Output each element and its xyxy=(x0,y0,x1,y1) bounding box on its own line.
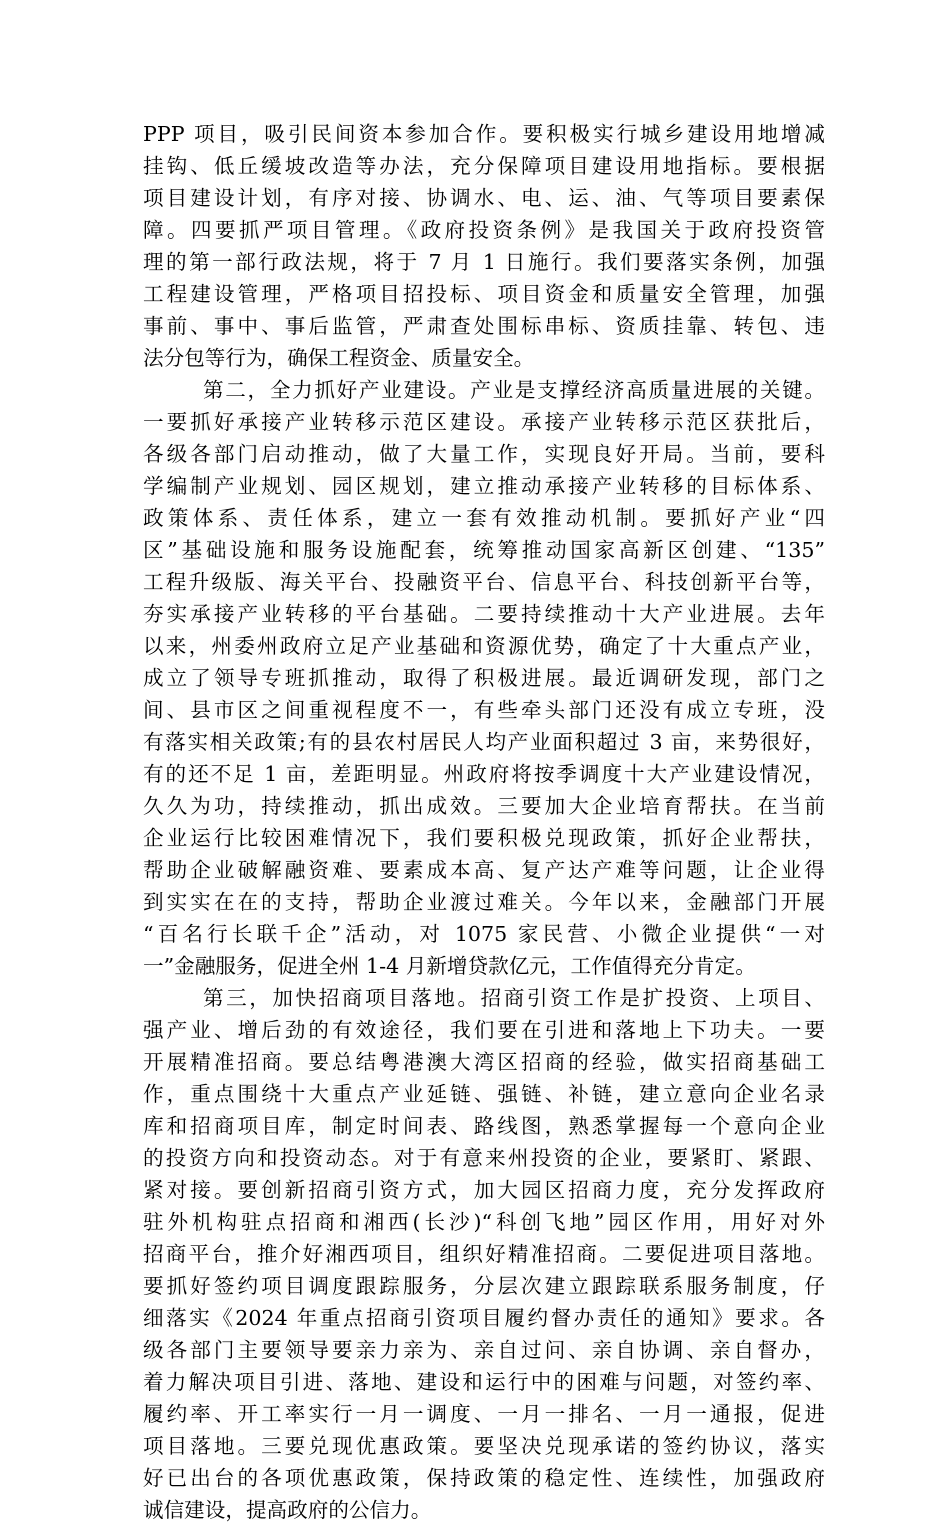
paragraph-line: 要抓好签约项目调度跟踪服务，分层次建立跟踪联系服务制度，仔 xyxy=(143,1274,825,1298)
paragraph-line: 法分包等行为，确保工程资金、质量安全。 xyxy=(143,346,535,370)
paragraph-line: 开展精准招商。要总结粤港澳大湾区招商的经验，做实招商基础工 xyxy=(143,1050,825,1074)
paragraph-line: 库和招商项目库，制定时间表、路线图，熟悉掌握每一个意向企业 xyxy=(143,1114,825,1138)
paragraph-line: 有落实相关政策;有的县农村居民人均产业面积超过 3 亩，来势很好， xyxy=(143,730,825,754)
paragraph-line: 工程升级版、海关平台、投融资平台、信息平台、科技创新平台等， xyxy=(143,570,825,594)
paragraph-line: 久久为功，持续推动，抓出成效。三要加大企业培育帮扶。在当前 xyxy=(143,794,825,818)
paragraph-line: 好已出台的各项优惠政策，保持政策的稳定性、连续性，加强政府 xyxy=(143,1466,825,1490)
paragraph-line: 招商平台，推介好湘西项目，组织好精准招商。二要促进项目落地。 xyxy=(143,1242,825,1266)
paragraph-line: PPP 项目，吸引民间资本参加合作。要积极实行城乡建设用地增减 xyxy=(143,122,825,146)
paragraph-line: 理的第一部行政法规，将于 7 月 1 日施行。我们要落实条例，加强 xyxy=(143,250,825,274)
paragraph-line: 驻外机构驻点招商和湘西(长沙)“科创飞地”园区作用，用好对外 xyxy=(143,1210,825,1234)
paragraph-line: 夯实承接产业转移的平台基础。二要持续推动十大产业进展。去年 xyxy=(143,602,825,626)
paragraph-line: 细落实《2024 年重点招商引资项目履约督办责任的通知》要求。各 xyxy=(143,1306,825,1330)
paragraph-line: 成立了领导专班抓推动，取得了积极进展。最近调研发现，部门之 xyxy=(143,666,825,690)
paragraph-line: 以来，州委州政府立足产业基础和资源优势，确定了十大重点产业， xyxy=(143,634,825,658)
paragraph-line: 强产业、增后劲的有效途径，我们要在引进和落地上下功夫。一要 xyxy=(143,1018,825,1042)
paragraph-line: 诚信建设，提高政府的公信力。 xyxy=(143,1498,432,1522)
paragraph-line: 工程建设管理，严格项目招投标、项目资金和质量安全管理，加强 xyxy=(143,282,825,306)
paragraph-line: 项目建设计划，有序对接、协调水、电、运、油、气等项目要素保 xyxy=(143,186,825,210)
paragraph-line: “百名行长联千企”活动，对 1075 家民营、小微企业提供“一对 xyxy=(143,922,825,946)
paragraph-line: 事前、事中、事后监管，严肃查处围标串标、资质挂靠、转包、违 xyxy=(143,314,825,338)
paragraph-line: 紧对接。要创新招商引资方式，加大园区招商力度，充分发挥政府 xyxy=(143,1178,825,1202)
paragraph-line: 企业运行比较困难情况下，我们要积极兑现政策，抓好企业帮扶， xyxy=(143,826,825,850)
paragraph xyxy=(143,982,825,1526)
paragraph-line: 履约率、开工率实行一月一调度、一月一排名、一月一通报，促进 xyxy=(143,1402,825,1426)
paragraph-line: 区”基础设施和服务设施配套，统筹推动国家高新区创建、“135” xyxy=(143,538,825,562)
paragraph-line: 项目落地。三要兑现优惠政策。要坚决兑现承诺的签约协议，落实 xyxy=(143,1434,825,1458)
paragraph-line: 学编制产业规划、园区规划，建立推动承接产业转移的目标体系、 xyxy=(143,474,825,498)
paragraph-line: 障。四要抓严项目管理。《政府投资条例》是我国关于政府投资管 xyxy=(143,218,825,242)
paragraph xyxy=(143,374,825,982)
paragraph-line: 第三，加快招商项目落地。招商引资工作是扩投资、上项目、 xyxy=(203,986,825,1010)
paragraph-line: 的投资方向和投资动态。对于有意来州投资的企业，要紧盯、紧跟、 xyxy=(143,1146,825,1170)
paragraph-line: 一”金融服务，促进全州 1-4 月新增贷款亿元，工作值得充分肯定。 xyxy=(143,954,756,978)
document-body xyxy=(143,118,825,1526)
paragraph-line: 各级各部门启动推动，做了大量工作，实现良好开局。当前，要科 xyxy=(143,442,825,466)
paragraph-line: 级各部门主要领导要亲力亲为、亲自过问、亲自协调、亲自督办， xyxy=(143,1338,825,1362)
paragraph-line: 政策体系、责任体系，建立一套有效推动机制。要抓好产业“四 xyxy=(143,506,825,530)
paragraph-line: 帮助企业破解融资难、要素成本高、复产达产难等问题，让企业得 xyxy=(143,858,825,882)
paragraph-line: 有的还不足 1 亩，差距明显。州政府将按季调度十大产业建设情况， xyxy=(143,762,825,786)
paragraph-line: 挂钩、低丘缓坡改造等办法，充分保障项目建设用地指标。要根据 xyxy=(143,154,825,178)
paragraph-line: 间、县市区之间重视程度不一，有些牵头部门还没有成立专班，没 xyxy=(143,698,825,722)
paragraph xyxy=(143,118,825,374)
paragraph-line: 一要抓好承接产业转移示范区建设。承接产业转移示范区获批后， xyxy=(143,410,825,434)
paragraph-line: 着力解决项目引进、落地、建设和运行中的困难与问题，对签约率、 xyxy=(143,1370,825,1394)
paragraph-line: 到实实在在的支持，帮助企业渡过难关。今年以来，金融部门开展 xyxy=(143,890,825,914)
paragraph-line: 第二，全力抓好产业建设。产业是支撑经济高质量进展的关键。 xyxy=(203,378,825,402)
paragraph-line: 作，重点围绕十大重点产业延链、强链、补链，建立意向企业名录 xyxy=(143,1082,825,1106)
